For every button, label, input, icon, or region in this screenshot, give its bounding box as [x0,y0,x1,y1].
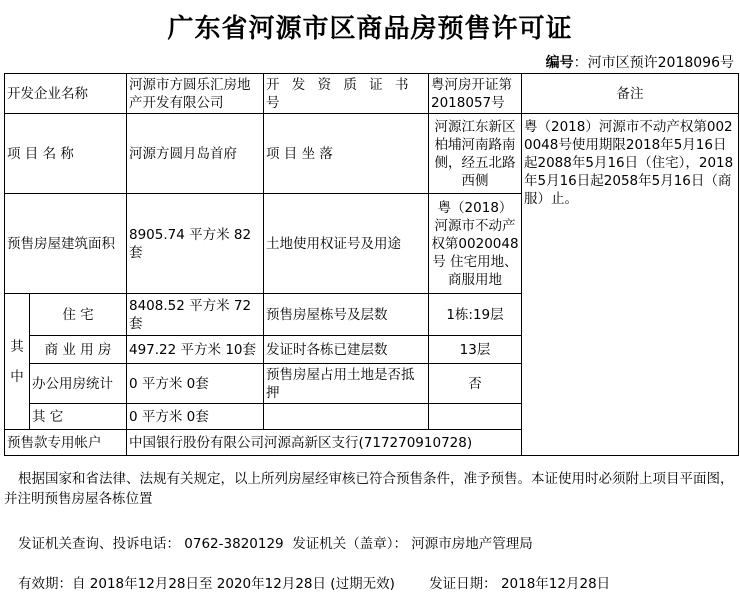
mortgage-label: 预售房屋占用土地是否抵押 [264,364,429,404]
validity-line: 有效期：自 2018年12月28日至 2020年12月28日 (过期无效) 发证日期： 2018年12月28日 [18,576,611,592]
developer-label: 开发企业名称 [5,74,127,114]
empty-cell [429,404,522,430]
built-floors-value: 13层 [429,336,522,364]
remarks-label: 备注 [522,74,739,114]
certificate-title: 广东省河源市区商品房预售许可证 [167,14,573,44]
mortgage-value: 否 [429,364,522,404]
other-value: 0 平方米 0套 [127,404,264,430]
land-cert-label: 土地使用权证号及用途 [264,194,429,294]
empty-cell [264,404,429,430]
residential-label: 住 宅 [30,294,127,336]
office-value: 0 平方米 0套 [127,364,264,404]
table-row [5,114,739,194]
certificate-table [4,73,739,456]
developer-value: 河源市方圆乐汇房地产开发有限公司 [127,74,264,114]
project-location-value: 河源江东新区柏埔河南路南侧，经五北路西侧 [429,114,522,194]
other-label: 其 它 [30,404,127,430]
account-label: 预售款专用帐户 [5,430,127,456]
building-label: 预售房屋栋号及层数 [264,294,429,336]
office-label: 办公用房统计 [30,364,127,404]
serial-value: ：河市区预许2018096号 [573,55,734,71]
project-name-value: 河源方圆月岛首府 [127,114,264,194]
project-location-label: 项 目 坐 落 [264,114,429,194]
presale-area-value: 8905.74 平方米 82套 [127,194,264,294]
commercial-value: 497.22 平方米 10套 [127,336,264,364]
serial-number [546,52,734,72]
commercial-label: 商 业 用 房 [30,336,127,364]
land-cert-value: 粤（2018）河源市不动产权第0020048号 住宅用地、商服用地 [429,194,522,294]
qualification-value: 粤河房开证第2018057号 [429,74,522,114]
qualification-label: 开 发 资 质 证 书 号 [264,74,429,114]
table-row [5,74,739,114]
presale-area-label: 预售房屋建筑面积 [5,194,127,294]
remarks-value: 粤（2018）河源市不动产权第0020048号使用期限2018年5月16日起2088年5月16日（住宅），2018年5月16日起2058年5月16日（商服）止。 [522,114,739,456]
contact-line: 发证机关查询、投诉电话： 0762-3820129 发证机关（盖章）： 河源市房地产管理局 [18,536,533,552]
building-value: 1栋:19层 [429,294,522,336]
built-floors-label: 发证时各栋已建层数 [264,336,429,364]
among-label: 其中 [5,294,30,430]
account-value: 中国银行股份有限公司河源高新区支行(717270910728) [127,430,522,456]
serial-label: 编号 [545,55,574,71]
residential-value: 8408.52 平方米 72套 [127,294,264,336]
project-name-label: 项 目 名 称 [5,114,127,194]
notice-text: 根据国家和省法律、法规有关规定，以上所列房屋经审核已符合预售条件，准予预售。本证使用时必须附上项目平面图，并注明预售房屋各栋位置 [4,471,734,507]
